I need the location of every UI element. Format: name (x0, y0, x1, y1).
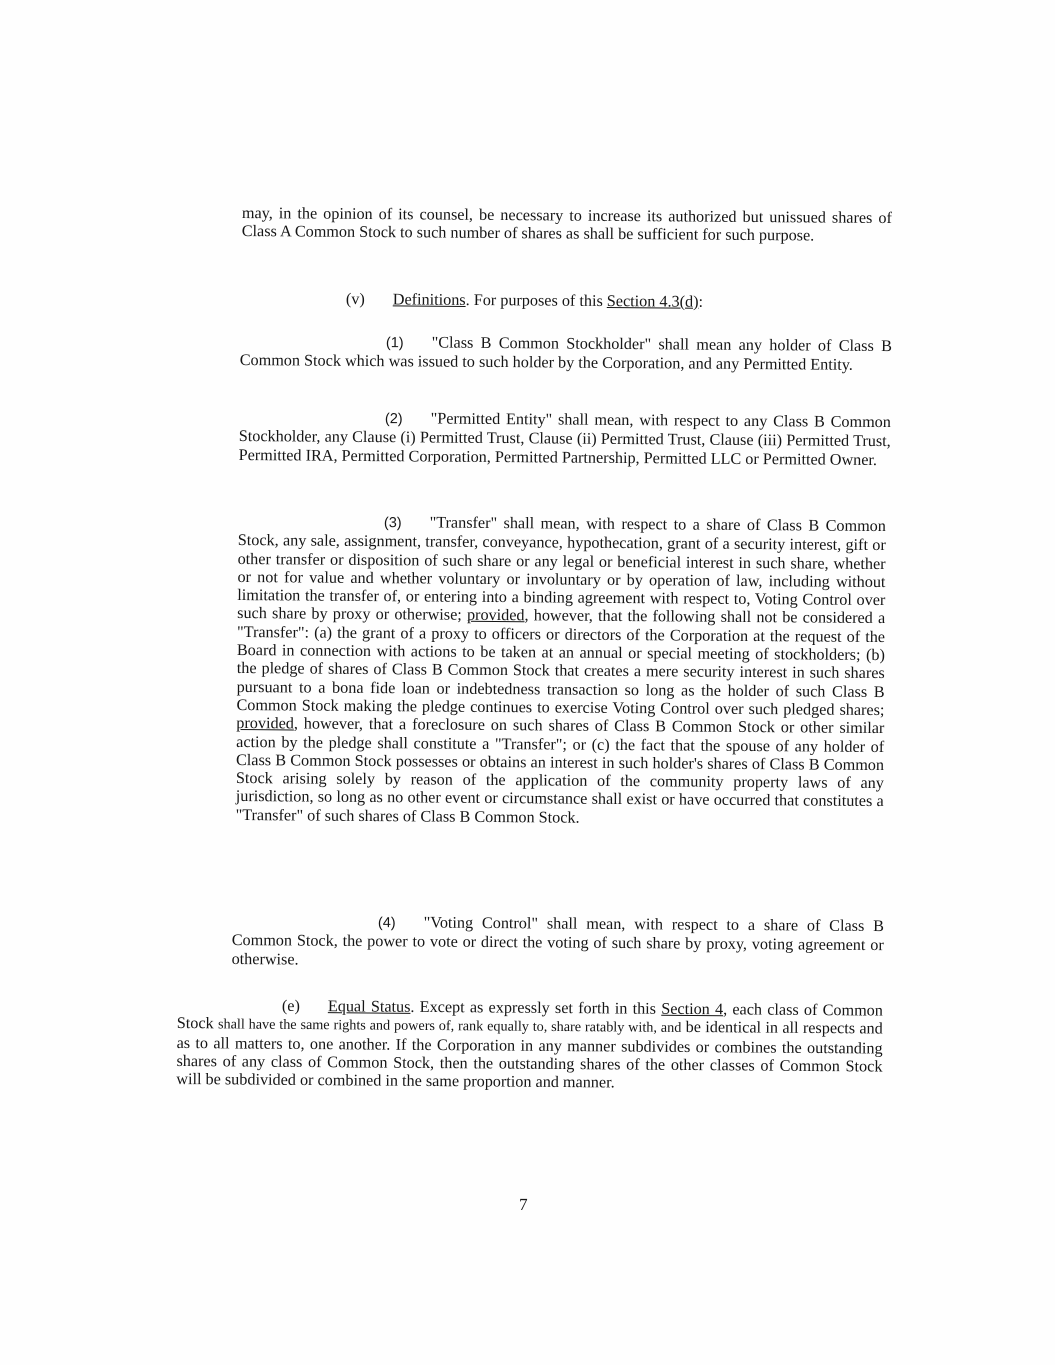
section-reference: Section 4.3(d) (606, 292, 699, 311)
section-heading: Equal Status (327, 997, 411, 1016)
paragraph-continuation (242, 204, 892, 246)
definition-text: , however, that the following shall not be considered a "Transfer": (a) the grant of a proxy to officers or directors of the Corporation at the request of the Board in connection with actions to be taken at an annual or special meeting of stockholders; (b) the pledge of shares of Class B Common Stock that creates a mere security interest in such shares pursuant to a bona fide loan or indebtedness transaction so long as the holder of such Class B Common Stock making the pledge continues to exercise Voting Control over such pledged shares; (236, 606, 886, 720)
paragraph-text: . For purposes of this (465, 290, 607, 311)
definition-transfer (236, 512, 886, 829)
section-reference: Section 4 (661, 999, 724, 1019)
definition-class-b-stockholder (240, 332, 892, 375)
definition-number: (4) (377, 915, 396, 932)
paragraph-text: , each class of Common Stock (176, 1000, 883, 1033)
definition-text: "Transfer" shall mean, with respect to a share of Class B Common Stock, any sale, assignment, transfer, conveyance, hypothecation, grant of a security interest, gift or other transfer or disposition of such share or any legal or beneficial interest in such share, whether or not for value and whether voluntary or involuntary or by operation of law, including without limitation the transfer of, or entering into a binding agreement with respect to, Voting Control over such share by proxy or otherwise; (237, 513, 886, 625)
definition-number: (2) (384, 411, 403, 428)
page-number: 7 (518, 1194, 528, 1215)
paragraph-text-trail: : (698, 292, 704, 311)
paragraph-equal-status (176, 996, 883, 1094)
provided-term: provided (466, 606, 525, 625)
section-heading: Definitions (392, 290, 466, 309)
provided-term: provided (236, 714, 294, 733)
paragraph-text: may, in the opinion of its counsel, be necessary to increase its authorized but unissued shares of Class A Common Stock to such number of shares as shall be sufficient for such purpose. (241, 204, 892, 245)
clause-number: (v) (345, 290, 365, 309)
definition-text: "Voting Control" shall mean, with respect to a share of Class B Common Stock, the power to vote or direct the voting of such share by proxy, voting agreement or otherwise. (231, 913, 884, 969)
definition-text: , however, that a foreclosure on such shares of Class B Common Stock or other similar action by the pledge shall constitute a "Transfer"; or (c) the fact that the spouse of any holder of Class B Common Stock possesses or obtains an interest in such holder's shares of Class B Common Stock arising solely by reason of the application of the community property laws of any jurisdiction, so long as no other event or circumstance shall exist or have occurred that constitutes a "Transfer" of such shares of Class B Common Stock. (235, 714, 885, 827)
definition-permitted-entity (239, 408, 891, 469)
paragraph-text: be identical in all respects and as to all matters to, one another. If the Corporation in any manner subdivides or combines the outstanding shares of any class of Common Stock, then the outstanding shares of the other classes of Common Stock will be subdivided or combined in the same proportion and manner. (176, 1018, 883, 1092)
definition-voting-control (232, 912, 884, 973)
definition-number: (3) (383, 515, 402, 532)
paragraph-text: . Except as expressly set forth in this (410, 997, 662, 1018)
definition-number: (1) (385, 335, 404, 352)
clause-number: (e) (281, 996, 300, 1015)
paragraph-text-small: shall have the same rights and powers of, rank equally to, share ratably with, and (217, 1016, 682, 1037)
definition-text: "Class B Common Stockholder" shall mean any holder of Class B Common Stock which was issued to such holder by the Corporation, and any Permitted Entity. (239, 333, 892, 375)
paragraph-definitions-heading (346, 290, 906, 313)
definition-text: "Permitted Entity" shall mean, with respect to any Class B Common Stockholder, any Clause (i) Permitted Trust, Clause (ii) Permitted Trust, Clause (iii) Permitted Trust, Permitted IRA, Permitted Corporation, Permitted Partnership, Permitted LLC or Permitted Owner. (238, 409, 891, 469)
